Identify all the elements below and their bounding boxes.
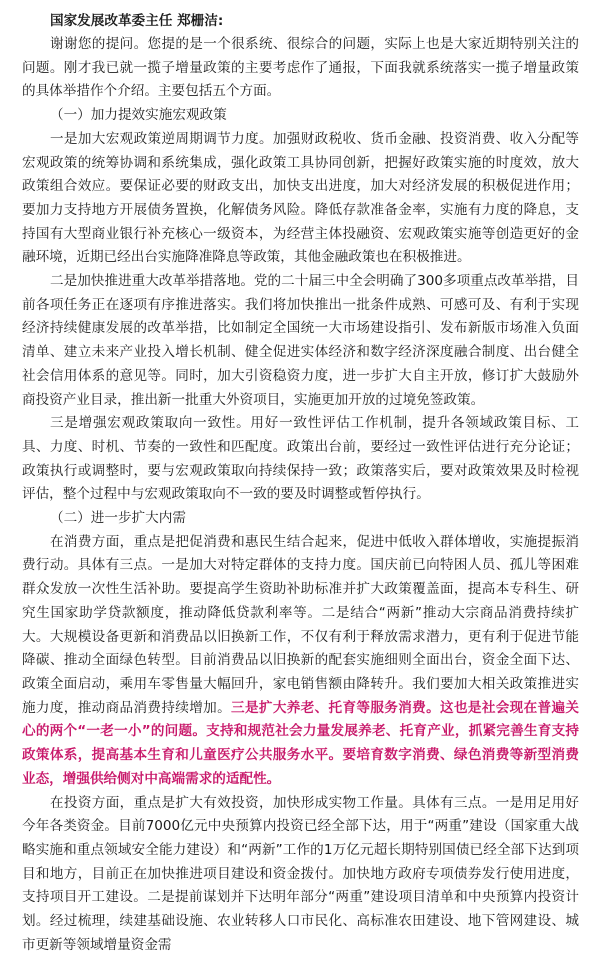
speaker-name: 国家发展改革委主任 郑栅洁: — [50, 9, 579, 33]
paragraph-investment: 在投资方面，重点是扩大有效投资，加快形成实物工作量。具体有三点。一是用足用好今年各类资金。目前7000亿元中央预算内投资已经全部下达，用于“两重”建设（国家重大战略实施和重点领域安全能力建设）和“两新”工作的1万亿元超长期特别国债已经全部下达到项目和地方，目前正在加快推进项目建设和资金拨付。加快地方政府专项债券发行使用进度，支持项目开工建设。二是提前谋划并下达明年部分“两重”建设项目清单和中央预算内投资计划。经过梳理，续建基础设施、农业转移人口市民化、高标准农田建设、地下管网建设、城市更新等领域增量资金需 — [22, 792, 579, 957]
section-heading-domestic-demand: （二）进一步扩大内需 — [22, 507, 579, 531]
paragraph-reform-measures: 二是加快推进重大改革举措落地。党的二十届三中全会明确了300多项重点改革举措，目前各项任务正在逐项有序推进落实。我们将加快推出一批条件成熟、可感可及、有利于实现经济持续健康发展的改革举措，比如制定全国统一大市场建设指引、发布新版市场准入负面清单、建立未来产业投入增长机制、健全促进实体经济和数字经济深度融合制度、出台健全社会信用体系的意见等。同时，加大引资稳资力度，进一步扩大自主开放，修订扩大鼓励外商投资产业目录，推出新一批重大外资项目，实施更加开放的过境免签政策。 — [22, 270, 579, 412]
paragraph-consumption — [22, 531, 579, 792]
paragraph-policy-consistency: 三是增强宏观政策取向一致性。用好一致性评估工作机制，提升各领域政策目标、工具、力度、时机、节奏的一致性和匹配度。政策出台前，要经过一致性评估进行充分论证；政策执行或调整时，要与宏观政策取向持续保持一致；政策落实后，要对政策效果及时检视评估，整个过程中与宏观政策取向不一致的要及时调整或暂停执行。 — [22, 412, 579, 507]
highlighted-text-elderly-childcare: 三是扩大养老、托育等服务消费。这也是社会现在普遍关心的两个“一老一小”的问题。支持和规范社会力量发展养老、托育产业，抓紧完善生育支持政策体系，提高基本生育和儿童医疗公共服务水平。要培育数字消费、绿色消费等新型消费业态，增强供给侧对中高端需求的适配性。 — [22, 700, 579, 787]
paragraph-countercyclical: 一是加大宏观政策逆周期调节力度。加强财政税收、货币金融、投资消费、收入分配等宏观政策的统筹协调和系统集成，强化政策工具协同创新，把握好政策实施的时度效，放大政策组合效应。要保证必要的财政支出，加快支出进度，加大对经济发展的积极促进作用；要加力支持地方开展债务置换，化解债务风险。降低存款准备金率，实施有力度的降息，支持国有大型商业银行补充核心一级资本，为经营主体投融资、宏观政策实施等创造更好的金融环境，近期已经出台实施降准降息等政策，其他金融政策也在积极推进。 — [22, 128, 579, 270]
consumption-text: 在消费方面，重点是把促消费和惠民生结合起来，促进中低收入群体增收，实施提振消费行动。具体有三点。一是加大对特定群体的支持力度。国庆前已向特困人员、孤儿等困难群众发放一次性生活补助。要提高学生资助补助标准并扩大政策覆盖面，提高本专科生、研究生国家助学贷款额度，推动降低贷款利率等。二是结合“两新”推动大宗商品消费持续扩大。大规模设备更新和消费品以旧换新工作，不仅有利于释放需求潜力，更有利于促进节能降碳、推动全面绿色转型。目前消费品以旧换新的配套实施细则全面出台，资金全面下达、政策全面启动，乘用车零售量大幅回升，家电销售额由降转升。我们要加大相关政策推进实施力度，推动商品消费持续增加。 — [22, 534, 579, 716]
intro-paragraph: 谢谢您的提问。您提的是一个很系统、很综合的问题，实际上也是大家近期特别关注的问题。刚才我已就一揽子增量政策的主要考虑作了通报，下面我就系统落实一揽子增量政策的具体举措作个介绍。主要包括五个方面。 — [22, 33, 579, 104]
section-heading-macro-policy: （一）加力提效实施宏观政策 — [22, 104, 579, 128]
